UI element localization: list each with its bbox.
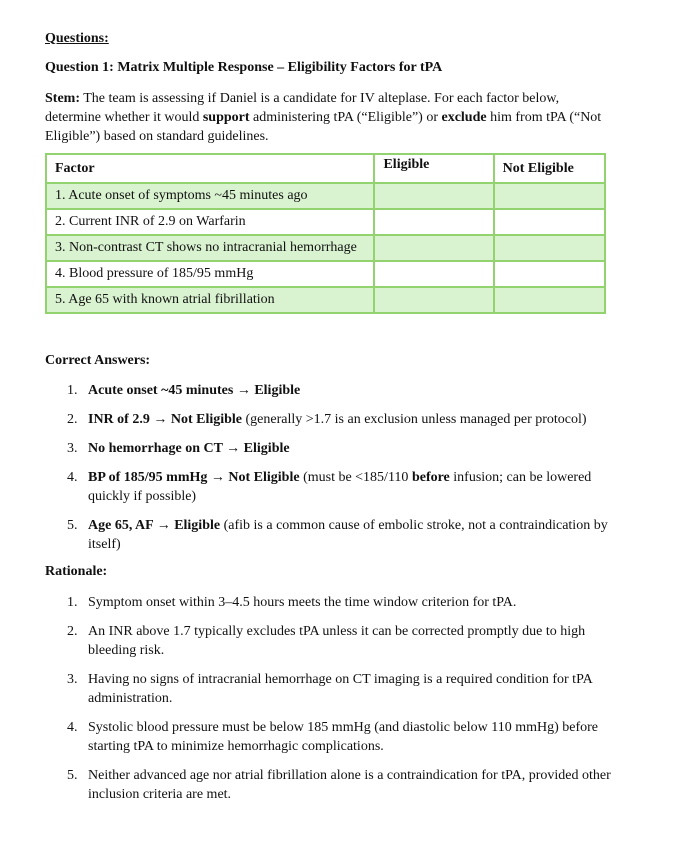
item-number: 1.	[67, 383, 78, 398]
item-number: 4.	[67, 470, 78, 485]
item-number: 5.	[67, 518, 78, 533]
factor-cell: 2. Current INR of 2.9 on Warfarin	[46, 209, 374, 235]
list-item	[45, 718, 625, 756]
answer-bold: BP of 185/95 mmHg → Not Eligible	[88, 470, 300, 485]
list-item	[45, 593, 625, 612]
questions-heading: Questions:	[45, 31, 109, 46]
table-row	[46, 235, 605, 261]
stem-text-3: him from tPA (“Not Eligible”) based on standard guidelines.	[45, 110, 602, 144]
table-row	[46, 209, 605, 235]
table-header-row	[46, 154, 605, 183]
not-eligible-cell[interactable]	[494, 235, 605, 261]
rationale-text: Systolic blood pressure must be below 185 mmHg (and diastolic below 110 mmHg) before starting tPA to minimize hemorrhagic complications.	[88, 720, 599, 754]
correct-answers-list	[45, 381, 625, 554]
item-number: 2.	[67, 624, 78, 639]
not-eligible-cell[interactable]	[494, 261, 605, 287]
answer-text: (afib is a common cause of embolic stroke, not a contraindication by itself)	[88, 518, 608, 552]
rationale-text: Symptom onset within 3–4.5 hours meets the time window criterion for tPA.	[88, 595, 517, 610]
answer-bold: Age 65, AF → Eligible	[88, 518, 221, 533]
rationale-text: Having no signs of intracranial hemorrhage on CT imaging is a required condition for tPA administration.	[88, 672, 592, 706]
answer-text-2: infusion; can be lowered quickly if possible)	[88, 470, 592, 504]
item-number: 5.	[67, 768, 78, 783]
item-number: 3.	[67, 672, 78, 687]
list-item	[45, 468, 625, 506]
not-eligible-cell[interactable]	[494, 287, 605, 313]
stem-label: Stem:	[45, 91, 80, 106]
list-item	[45, 766, 625, 804]
header-factor: Factor	[46, 154, 374, 183]
eligible-cell[interactable]	[374, 261, 493, 287]
list-item	[45, 439, 625, 458]
not-eligible-cell[interactable]	[494, 183, 605, 209]
list-item	[45, 670, 625, 708]
factor-cell: 5. Age 65 with known atrial fibrillation	[46, 287, 374, 313]
rationale-heading: Rationale:	[45, 564, 108, 579]
rationale-list	[45, 593, 625, 804]
stem-text-1: The team is assessing if Daniel is a candidate for IV alteplase. For each factor below, determine whether it would	[45, 91, 560, 125]
question-title: Question 1: Matrix Multiple Response – Eligibility Factors for tPA	[45, 60, 443, 75]
factor-cell: 4. Blood pressure of 185/95 mmHg	[46, 261, 374, 287]
rationale-text: An INR above 1.7 typically excludes tPA unless it can be corrected promptly due to high bleeding risk.	[88, 624, 586, 658]
stem-bold-support: support	[202, 110, 250, 125]
rationale-text: Neither advanced age nor atrial fibrillation alone is a contraindication for tPA, provided other inclusion criteria are met.	[88, 768, 611, 802]
eligible-cell[interactable]	[374, 209, 493, 235]
list-item	[45, 516, 625, 554]
list-item	[45, 381, 625, 400]
question-stem	[45, 89, 605, 146]
table-row	[46, 261, 605, 287]
answer-bold-before: before	[411, 470, 450, 485]
eligible-cell[interactable]	[374, 183, 493, 209]
factor-cell: 1. Acute onset of symptoms ~45 minutes ago	[46, 183, 374, 209]
stem-text-2: administering tPA (“Eligible”) or	[249, 110, 442, 125]
answer-text: (generally >1.7 is an exclusion unless managed per protocol)	[242, 412, 587, 427]
list-item	[45, 622, 625, 660]
stem-bold-exclude: exclude	[441, 110, 487, 125]
header-eligible: Eligible	[374, 154, 493, 183]
item-number: 3.	[67, 441, 78, 456]
answer-bold: Acute onset ~45 minutes → Eligible	[88, 383, 301, 398]
answer-bold: INR of 2.9 → Not Eligible	[88, 412, 242, 427]
table-row	[46, 183, 605, 209]
item-number: 4.	[67, 720, 78, 735]
answer-text: (must be <185/110	[299, 470, 412, 485]
header-not-eligible: Not Eligible	[494, 154, 605, 183]
factor-cell: 3. Non-contrast CT shows no intracranial hemorrhage	[46, 235, 374, 261]
table-row	[46, 287, 605, 313]
item-number: 2.	[67, 412, 78, 427]
list-item	[45, 410, 625, 429]
answer-bold: No hemorrhage on CT → Eligible	[88, 441, 290, 456]
correct-answers-heading: Correct Answers:	[45, 353, 151, 368]
item-number: 1.	[67, 595, 78, 610]
not-eligible-cell[interactable]	[494, 209, 605, 235]
eligibility-matrix-table	[45, 153, 606, 314]
eligible-cell[interactable]	[374, 287, 493, 313]
eligible-cell[interactable]	[374, 235, 493, 261]
